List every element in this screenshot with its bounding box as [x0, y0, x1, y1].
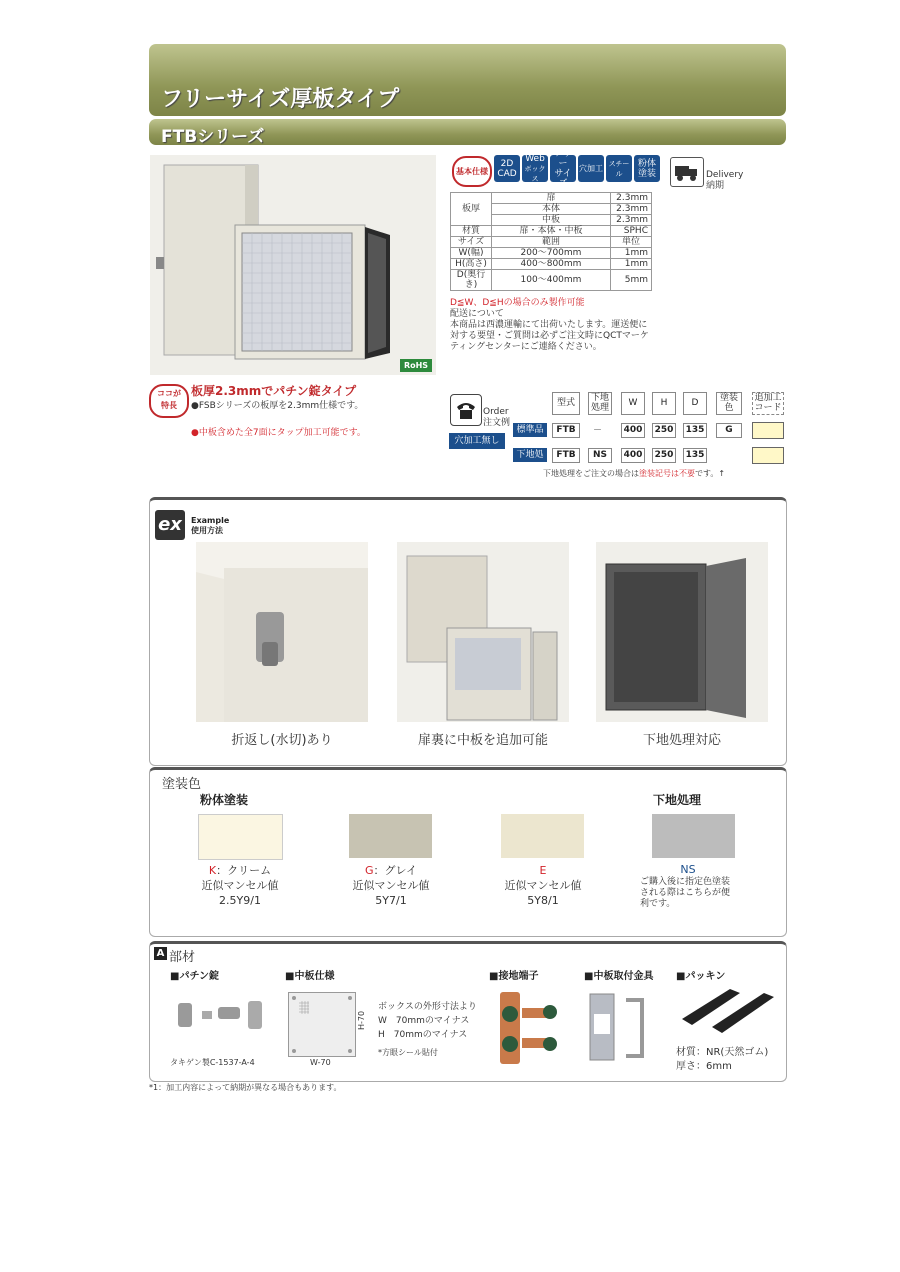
plate-desc-1: ボックスの外形寸法より — [378, 1002, 477, 1012]
part-plate-title: ■中板仕様 — [285, 971, 335, 982]
example-caption-2: 扉裏に中板を追加可能 — [417, 733, 548, 748]
size-label: サイズ — [451, 237, 492, 248]
plate-desc-4: *方眼シール貼付 — [378, 1048, 438, 1057]
color-g-name: ：グレイ — [373, 864, 417, 877]
order-h-base — [588, 392, 612, 415]
spec-table — [450, 192, 652, 291]
order-row2-extra — [752, 447, 784, 464]
swatch-gray — [349, 814, 432, 858]
feature-title: 板厚2.3mmでパチン錠タイプ — [191, 384, 357, 398]
w-range: 200～700mm — [492, 248, 611, 259]
feature-badge-1: ココが — [157, 389, 181, 398]
product-photo — [150, 155, 436, 375]
thickness-label: 板厚 — [451, 193, 492, 226]
color-e — [483, 864, 603, 907]
order-h-extra-1: 追加工 — [754, 393, 782, 403]
paint-base-label: 下地処理 — [653, 793, 702, 807]
color-e-code: E — [539, 864, 547, 877]
badge-web-box — [522, 155, 548, 182]
truck-icon — [670, 157, 704, 187]
size-condition: D≦W、D≦Hの場合のみ製作可能 — [450, 298, 585, 308]
order-title-jp: 注文例 — [483, 418, 511, 428]
example-jp: 使用方法 — [191, 526, 223, 535]
door-label: 扉 — [492, 193, 611, 204]
paint-title: 塗装色 — [162, 777, 202, 792]
packing-illustration — [678, 985, 778, 1035]
order-h-paint-1: 塗装 — [719, 393, 738, 403]
swatch-e — [501, 814, 584, 858]
order-title-en: Order — [483, 407, 509, 417]
color-e-munsell-label: 近似マンセル値 — [504, 879, 582, 892]
example-photo-3 — [596, 542, 768, 722]
order-h-extra-2: コード — [754, 403, 782, 413]
order-h-d: D — [683, 392, 707, 415]
badge-steel-l1: スチール — [608, 159, 630, 178]
plate-desc-2: W 70mmのマイナス — [378, 1016, 470, 1026]
shipping-line-3: ティングセンターにご連絡ください。 — [450, 342, 602, 352]
example-en: Example — [191, 516, 230, 525]
title-bar — [149, 44, 786, 116]
h-label: H(高さ) — [451, 259, 492, 270]
material-label: 材質 — [451, 226, 492, 237]
phone-icon — [450, 394, 482, 426]
w-unit: 1mm — [611, 248, 652, 259]
order-h-base-2: 処理 — [590, 403, 609, 413]
order-row1-h: 250 — [652, 423, 676, 438]
latch-note: タキゲン製C-1537-A-4 — [170, 1058, 255, 1067]
color-e-munsell: 5Y8/1 — [527, 894, 559, 907]
order-row2-w: 400 — [621, 448, 645, 463]
rohs-badge: RoHS — [400, 359, 432, 372]
badge-2d-cad — [494, 155, 520, 182]
spec-notes — [450, 298, 649, 353]
swatch-cream — [198, 814, 283, 860]
color-g-munsell-label: 近似マンセル値 — [352, 879, 430, 892]
kihon-badge — [452, 156, 492, 187]
w-label: W(幅) — [451, 248, 492, 259]
badge-2d-cad-l1: 2D — [500, 158, 514, 169]
order-h-w: W — [621, 392, 645, 415]
order-h-h: H — [652, 392, 676, 415]
plate-w-label: W-70 — [310, 1058, 331, 1067]
plate-illustration — [288, 992, 356, 1057]
order-row1-label: 標準品 — [513, 423, 547, 437]
badge-web-l1: Web — [525, 153, 545, 164]
badge-powder-l2: 塗装 — [637, 168, 656, 179]
color-k-name: ：クリーム — [216, 864, 272, 877]
badge-free-l1: フリー — [554, 148, 572, 169]
kihon-label: 基本仕様 — [456, 167, 488, 176]
body-label: 本体 — [492, 204, 611, 215]
shipping-line-1: 本商品は西濃運輸にて出荷いたします。運送便に — [450, 320, 648, 330]
body-value: 2.3mm — [611, 204, 652, 215]
ex-icon: ex — [155, 510, 185, 540]
color-k — [180, 864, 300, 907]
parts-title: 部材 — [169, 950, 196, 965]
badge-2d-cad-l2: CAD — [497, 168, 517, 179]
color-g-code: G — [365, 864, 374, 877]
example-caption-1: 折返し(水切)あり — [231, 733, 333, 748]
d-label: D(奥行き) — [451, 270, 492, 291]
part-latch-title: ■パチン錠 — [170, 971, 219, 982]
shipping-title: 配送について — [450, 309, 504, 319]
example-panel — [149, 497, 787, 766]
d-range: 100～400mm — [492, 270, 611, 291]
page-footnote: *1：加工内容によって納期が異なる場合もあります。 — [149, 1083, 342, 1092]
badge-powder-l1: 粉体 — [637, 158, 656, 169]
feature-badge — [149, 384, 189, 418]
order-row1-extra — [752, 422, 784, 439]
delivery-en: Delivery — [706, 170, 744, 180]
material-value: SPHC — [611, 226, 652, 237]
order-footnote-b: 塗装記号は不要 — [639, 469, 695, 478]
order-row2-base: NS — [588, 448, 612, 463]
plate-h-label: H-70 — [357, 1010, 367, 1031]
feature-line-2: ●中板含めた全7面にタップ加工可能です。 — [191, 428, 366, 438]
plate-desc — [378, 1000, 477, 1060]
order-h-base-1: 下地 — [590, 393, 609, 403]
example-label — [191, 516, 229, 536]
color-k-munsell: 2.5Y9/1 — [219, 894, 261, 907]
color-k-code: K — [208, 864, 217, 877]
order-row2-d: 135 — [683, 448, 707, 463]
color-g-munsell: 5Y7/1 — [375, 894, 407, 907]
order-h-extra — [752, 392, 784, 415]
series-title: FTBシリーズ — [161, 127, 265, 147]
ground-illustration — [490, 988, 570, 1068]
color-ns — [640, 864, 750, 910]
badge-hole — [578, 155, 604, 182]
page-title: フリーサイズ厚板タイプ — [161, 87, 400, 112]
no-hole-label: 穴加工無し — [449, 433, 505, 449]
badge-free-size — [550, 148, 576, 189]
order-row2-h: 250 — [652, 448, 676, 463]
bracket-illustration — [586, 990, 656, 1066]
order-row1-d: 135 — [683, 423, 707, 438]
h-range: 400～800mm — [492, 259, 611, 270]
door-value: 2.3mm — [611, 193, 652, 204]
color-ns-note-1: ご購入後に指定色塗装 — [640, 877, 731, 887]
order-row2-label: 下地処理 — [513, 448, 547, 462]
plate-label: 中板 — [492, 215, 611, 226]
order-h-paint-2: 色 — [724, 403, 734, 413]
order-h-paint — [716, 392, 742, 415]
color-ns-note-2: される際はこちらが便 — [640, 888, 731, 898]
color-k-munsell-label: 近似マンセル値 — [201, 879, 279, 892]
feature-line-1: ●FSBシリーズの板厚を2.3mm仕様です。 — [191, 401, 364, 411]
delivery-label — [706, 170, 743, 192]
color-g — [331, 864, 451, 907]
swatch-ns — [652, 814, 735, 858]
plate-value: 2.3mm — [611, 215, 652, 226]
d-unit: 5mm — [611, 270, 652, 291]
order-row2-model: FTB — [552, 448, 580, 463]
enclosure-illustration — [150, 155, 436, 375]
order-row1-base: － — [593, 426, 603, 436]
paint-powder-label: 粉体塗装 — [200, 793, 249, 807]
order-row1-w: 400 — [621, 423, 645, 438]
shipping-line-2: 対する要望・ご質問は必ずご注文時にQCTマーケ — [450, 331, 649, 341]
example-caption-3: 下地処理対応 — [642, 733, 721, 748]
range-header: 範囲 — [492, 237, 611, 248]
badge-hole-l1: 穴加工 — [579, 163, 603, 173]
order-footnote-a: 下地処理をご注文の場合は — [543, 469, 639, 478]
part-ground-title: ■接地端子 — [489, 971, 539, 982]
order-title — [483, 407, 510, 429]
example-photo-1 — [196, 542, 368, 722]
color-ns-code: NS — [680, 863, 696, 876]
material-parts: 扉・本体・中板 — [492, 226, 611, 237]
order-row1-paint: G — [716, 423, 742, 438]
badge-free-l2: サイズ — [554, 168, 572, 189]
feature-badge-2: 特長 — [161, 401, 177, 410]
order-row1-model: FTB — [552, 423, 580, 438]
plate-desc-3: H 70mmのマイナス — [378, 1030, 468, 1040]
delivery-jp: 納期 — [706, 181, 725, 191]
series-bar — [149, 119, 786, 145]
order-footnote-c: です。↑ — [695, 469, 726, 478]
latch-illustration — [170, 995, 270, 1035]
packing-material: 材質：NR(天然ゴム) — [676, 1047, 769, 1058]
packing-desc — [676, 1046, 768, 1074]
badge-steel — [606, 155, 632, 182]
h-unit: 1mm — [611, 259, 652, 270]
part-packing-title: ■パッキン — [676, 971, 726, 982]
part-bracket-title: ■中板取付金具 — [584, 971, 654, 982]
parts-a-icon: A — [154, 947, 167, 960]
color-ns-note-3: 利です。 — [640, 899, 676, 909]
badge-web-l2: ボックス — [524, 164, 546, 183]
order-footnote — [543, 468, 725, 479]
unit-header: 単位 — [611, 237, 652, 248]
example-photo-2 — [397, 542, 569, 722]
order-h-model: 型式 — [552, 392, 580, 415]
packing-thickness: 厚さ：6mm — [676, 1061, 732, 1072]
badge-powder — [634, 155, 660, 182]
